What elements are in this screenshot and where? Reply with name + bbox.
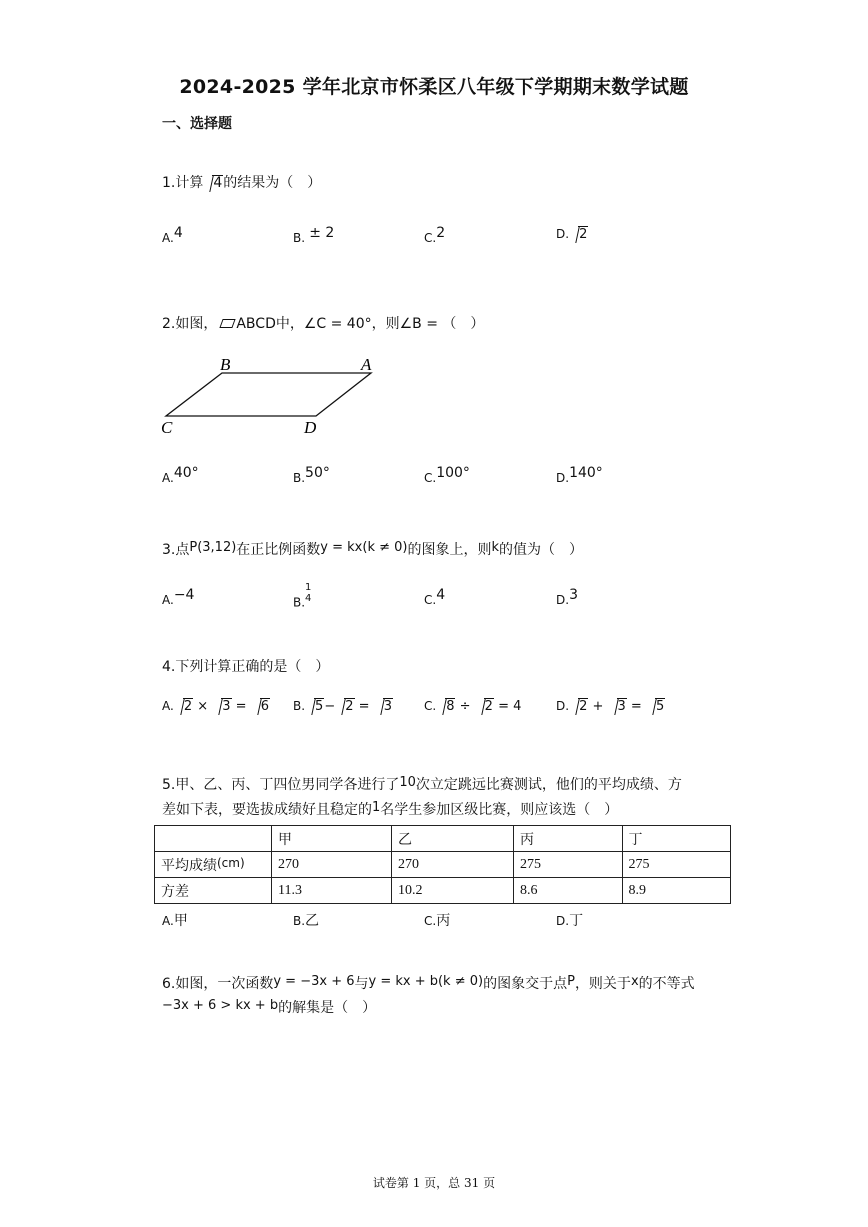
equals: = [231, 699, 251, 714]
sqrt-symbol [203, 175, 223, 191]
q3-text-a: 3.点 [162, 542, 190, 558]
option-value: 4 [173, 225, 183, 241]
radicand: 6 [260, 699, 269, 714]
option-value: 甲 [173, 913, 188, 929]
q6-text-a: 6.如图，一次函数 [162, 976, 274, 992]
table-cell: 270 [392, 852, 514, 878]
operator: − [324, 699, 336, 714]
row-label-variance: 方差 [155, 878, 272, 904]
fraction [305, 582, 311, 604]
q5-text-c: 差如下表，要选拔成绩好且稳定的 [162, 802, 372, 818]
table-header: 丁 [622, 826, 730, 852]
q5-count: 10 [399, 775, 416, 790]
row-label-average [155, 852, 272, 878]
q5-option-d[interactable] [556, 910, 583, 930]
page-title: 2024-2025 学年北京市怀柔区八年级下学期期末数学试题 [179, 76, 689, 98]
sqrt-symbol [569, 226, 588, 242]
q3-option-c[interactable] [424, 587, 446, 608]
q4-option-a[interactable] [162, 698, 270, 714]
sqrt-symbol [475, 698, 494, 714]
sqrt-symbol [251, 698, 270, 714]
option-label: A. [162, 231, 174, 245]
option-value: 3 [569, 587, 578, 603]
q2-text-b: ABCD中，∠C = 40°，则∠B = （ ） [236, 316, 485, 332]
question-5-line-2 [162, 799, 618, 819]
q2-option-a[interactable] [162, 465, 199, 486]
sqrt-symbol [335, 698, 354, 714]
table-cell: 8.6 [514, 878, 622, 904]
q1-option-d[interactable] [556, 226, 588, 242]
table-row [155, 852, 731, 878]
option-value: 乙 [305, 913, 320, 929]
fraction-denominator: 4 [305, 593, 312, 604]
question-6-line-2 [162, 997, 376, 1017]
option-value: 2 [436, 225, 446, 241]
table-header: 丙 [514, 826, 622, 852]
question-2-stem [162, 313, 484, 333]
q3-option-d[interactable] [556, 587, 578, 608]
option-radicand: 2 [579, 227, 588, 242]
option-label: B. [293, 914, 306, 928]
q2-option-d[interactable] [556, 465, 603, 486]
question-1-stem [162, 172, 321, 192]
page-footer: 试卷第 1 页，总 31 页 [372, 1176, 496, 1190]
radicand: 3 [617, 699, 626, 714]
q6-point: P [567, 974, 575, 989]
vertex-a-label: A [361, 355, 372, 374]
sqrt-symbol [646, 698, 665, 714]
q3-function: y = kx(k ≠ 0) [320, 540, 408, 555]
section-heading: 一、选择题 [162, 116, 232, 132]
q3-text-b: 在正比例函数 [236, 542, 321, 558]
table-cell: 270 [272, 852, 392, 878]
question-3-stem [162, 539, 583, 559]
q6-inequality: −3x + 6 > kx + b [162, 998, 279, 1013]
radicand: 2 [579, 699, 588, 714]
q5-text-d: 名学生参加区级比赛，则应该选（ ） [380, 802, 619, 818]
table-cell: 10.2 [392, 878, 514, 904]
option-label: A. [162, 699, 174, 713]
q2-text-a: 2.如图， [162, 316, 218, 332]
sqrt-symbol [212, 698, 231, 714]
vertex-d-label: D [304, 418, 317, 437]
option-value: 40° [173, 465, 199, 481]
option-label: C. [424, 699, 437, 713]
q3-text-d: 的值为（ ） [499, 542, 584, 558]
radicand: 2 [183, 699, 193, 714]
radicand: 5 [315, 699, 324, 714]
parallelogram-shape [166, 373, 371, 416]
option-label: B. [293, 231, 306, 245]
option-label: A. [162, 471, 174, 485]
option-value: 丁 [569, 913, 584, 929]
option-label: D. [556, 593, 570, 607]
table-row [155, 826, 731, 852]
q6-variable: x [630, 974, 639, 989]
q3-option-a[interactable] [162, 587, 195, 608]
option-label: A. [162, 914, 174, 928]
table-row [155, 878, 731, 904]
option-value: ± 2 [309, 225, 335, 241]
equals: = [626, 699, 646, 714]
q5-text-b: 次立定跳远比赛测试，他们的平均成绩、方 [415, 777, 682, 793]
option-label: B. [293, 595, 306, 610]
q6-text-f: 的解集是（ ） [278, 1000, 377, 1016]
q3-option-b[interactable] [293, 582, 312, 614]
q3-point: P(3,12) [189, 540, 237, 555]
unit-label: (cm) [217, 855, 245, 870]
q4-option-d[interactable] [556, 698, 665, 714]
table-cell: 275 [514, 852, 622, 878]
row-label-text: 平均成绩 [161, 857, 217, 874]
q5-one: 1 [372, 800, 381, 815]
q3-text-c: 的图象上，则 [407, 542, 492, 558]
q6-text-b: 与 [354, 976, 369, 992]
radicand: 3 [222, 699, 231, 714]
q1-text-b: 的结果为（ ） [223, 175, 322, 191]
sqrt-symbol [174, 698, 193, 714]
q5-option-b[interactable] [293, 910, 319, 930]
sqrt-symbol [436, 698, 455, 714]
table-header: 乙 [392, 826, 514, 852]
q6-function-1: y = −3x + 6 [273, 974, 355, 989]
q6-function-2: y = kx + b(k ≠ 0) [368, 974, 484, 989]
q4-option-c[interactable] [424, 698, 521, 714]
q1-option-a[interactable] [162, 225, 183, 246]
q1-text-a: 1.计算 [162, 175, 204, 191]
option-value: 4 [436, 587, 446, 603]
question-4-stem: 4.下列计算正确的是（ ） [162, 659, 330, 675]
sqrt-symbol [569, 698, 588, 714]
option-label: C. [424, 471, 437, 485]
sqrt-symbol [608, 698, 627, 714]
option-label: B. [293, 699, 306, 713]
table-header: 甲 [272, 826, 392, 852]
sqrt-symbol [374, 698, 393, 714]
q2-option-b[interactable] [293, 465, 330, 486]
table-cell: 8.9 [622, 878, 730, 904]
radicand: 3 [383, 699, 392, 714]
q5-option-c[interactable] [424, 910, 450, 930]
option-value: 100° [436, 465, 470, 481]
option-value: 140° [569, 465, 603, 481]
radicand: 8 [446, 699, 455, 714]
operator: + [588, 699, 608, 714]
q2-option-c[interactable] [424, 465, 470, 486]
option-value: −4 [173, 587, 195, 603]
parallelogram-icon [220, 319, 236, 328]
q4-option-b[interactable] [293, 698, 393, 714]
equals: = 4 [493, 699, 522, 714]
radicand: 5 [655, 699, 665, 714]
q1-option-c[interactable] [424, 225, 446, 246]
equals: = [354, 699, 374, 714]
option-label: D. [556, 227, 570, 241]
q1-option-b[interactable] [293, 225, 335, 246]
option-label: D. [556, 471, 570, 485]
option-label: C. [424, 231, 437, 245]
table-cell: 11.3 [272, 878, 392, 904]
operator: ÷ [455, 699, 475, 714]
vertex-b-label: B [220, 355, 231, 374]
option-label: D. [556, 914, 570, 928]
q6-text-e: 的不等式 [638, 976, 695, 992]
option-label: B. [293, 471, 306, 485]
q6-text-c: 的图象交于点 [483, 976, 568, 992]
option-label: C. [424, 914, 437, 928]
q1-radicand: 4 [213, 175, 223, 191]
q6-text-d: ，则关于 [574, 976, 631, 992]
q3-k: k [491, 540, 500, 555]
option-label: D. [556, 699, 570, 713]
question-6-line-1 [162, 973, 695, 993]
option-label: A. [162, 593, 174, 607]
table-cell: 275 [622, 852, 730, 878]
fraction-numerator: 1 [305, 582, 312, 593]
vertex-c-label: C [161, 418, 173, 437]
q5-option-a[interactable] [162, 910, 188, 930]
radicand: 2 [345, 699, 354, 714]
option-value: 丙 [436, 913, 451, 929]
radicand: 2 [484, 699, 493, 714]
option-value: 50° [305, 465, 330, 481]
table-cell [155, 826, 272, 852]
parallelogram-figure [158, 352, 388, 437]
option-label: C. [424, 593, 437, 607]
operator: × [193, 699, 213, 714]
score-table [154, 825, 731, 904]
sqrt-symbol [305, 698, 324, 714]
question-5-line-1 [162, 774, 682, 794]
q5-text-a: 5.甲、乙、丙、丁四位男同学各进行了 [162, 777, 400, 793]
